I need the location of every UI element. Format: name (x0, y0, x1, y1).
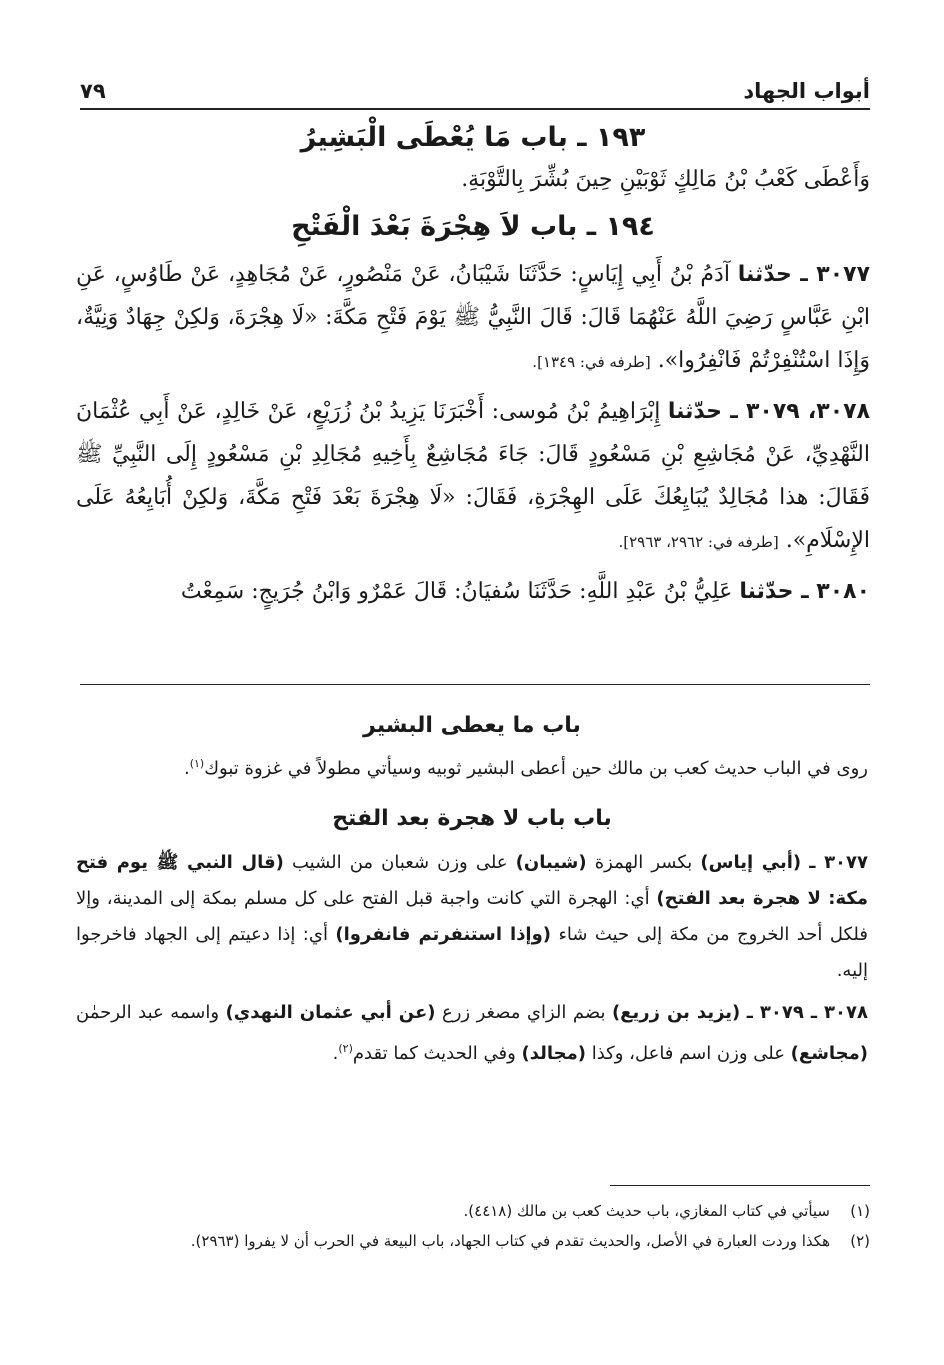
chapter-heading-194: ١٩٤ ـ باب لاَ هِجْرَةَ بَعْدَ الْفَتْحِ (291, 211, 655, 242)
footnote-mark-1[interactable]: (١) (189, 757, 205, 770)
commentary-3078-term-4: (مجالد) (521, 1043, 586, 1064)
commentary-para-1 (76, 746, 868, 787)
hadith-3078-number: ٣٠٧٨، ٣٠٧٩ ـ حدّثنا (667, 399, 870, 424)
commentary-3078-text-1: بضم الزاي مصغر زرع (435, 1002, 612, 1023)
commentary-3077-term-4: (وإذا استنفرتم فانفروا) (335, 924, 552, 945)
footnote-2-text: هكذا وردت العبارة في الأصل، والحديث تقدم في كتاب الجهاد، باب البيعة في الحرب أن لا يفروا (٢٩٦٣). (190, 1232, 830, 1250)
section-divider (80, 684, 870, 685)
footnote-mark-2[interactable]: (٢) (338, 1042, 353, 1055)
commentary-heading-2: باب باب لا هجرة بعد الفتح (332, 806, 612, 831)
footnote-1-text: سيأتي في كتاب المغازي، باب حديث كعب بن مالك (٤٤١٨). (463, 1202, 830, 1220)
commentary-3078-term-3: (مجاشع) (790, 1043, 868, 1064)
hadith-3077-reference: [طرفه في: ١٣٤٩]. (532, 353, 651, 371)
commentary-3078-text-3: على وزن اسم فاعل، وكذا (585, 1043, 791, 1064)
chapter-text-193-body: وَأَعْطَى كَعْبُ بْنُ مَالِكٍ ثَوْبَيْنِ حِينَ بُشِّرَ بِالتَّوْبَةِ. (461, 167, 870, 192)
commentary-heading-1: باب ما يعطى البشير (363, 713, 581, 738)
commentary-3077-term-2: (شيبان) (515, 852, 587, 873)
chapter-heading-193: ١٩٣ ـ باب مَا يُعْطَى الْبَشِيرُ (300, 122, 646, 153)
hadith-3078 (76, 390, 870, 564)
commentary-3078-end: . (332, 1043, 339, 1064)
commentary-3078 (76, 995, 868, 1072)
footnote-1-number: (١) (850, 1202, 870, 1220)
footnotes (80, 1196, 870, 1256)
commentary-3077-text-2: على وزن شعبان من الشيب (283, 852, 516, 873)
footnote-2 (80, 1226, 870, 1256)
hadith-3078-reference: [طرفه في: ٢٩٦٢، ٢٩٦٣]. (618, 533, 779, 551)
running-header (80, 74, 870, 110)
commentary-3078-text-4: وفي الحديث كما تقدم (352, 1043, 522, 1064)
commentary-3077-text-1: بكسر الهمزة (586, 852, 701, 873)
footnote-2-number: (٢) (850, 1232, 870, 1250)
commentary (76, 706, 868, 1072)
commentary-para-1-end: . (183, 758, 190, 779)
commentary-3077-number: ٣٠٧٧ ـ (809, 852, 869, 873)
hadith-3080-text: عَلِيُّ بْنُ عَبْدِ اللَّهِ: حَدَّثَنَا سُفيَانُ: قَالَ عَمْرٌو وَابْنُ جُرَيجٍ: سَمِعْتُ (180, 579, 733, 604)
commentary-3078-term-2: (عن أبي عثمان النهدي) (225, 1002, 436, 1023)
hadith-3077 (76, 253, 870, 384)
chapter-text-193 (76, 158, 870, 201)
footnote-1 (80, 1196, 870, 1226)
hadith-text (76, 118, 870, 613)
footnote-rule (610, 1185, 870, 1186)
hadith-3078-text: إِبْرَاهِيمُ بْنُ مُوسى: أَخْبَرَنَا يَزِيدُ بْنُ زُرَيْعٍ، عَنْ خَالِدٍ، عَنْ أَبِي عُثْمَانَ النَّهْدِيِّ، عَنْ مُجَاشِعِ بْنِ مَسْعُودٍ قَالَ: جَاءَ مُجَاشِعٌ بِأَخِيهِ مُجَالِدِ بْنِ مَسْعُودٍ إِلَى النَّبِيِّ ﷺ فَقَالَ: هذا مُجَالِدٌ يُبَايِعُكَ عَلَى الهِجْرَةِ، فَقَالَ: «لَا هِجْرَةَ بَعْدَ فَتْحِ مَكَّةَ، وَلكِنْ أُبَايِعُهُ عَلَى الإِسْلَامِ». (76, 399, 870, 553)
commentary-3077-term-1: (أبي إياس) (700, 852, 802, 873)
commentary-3077-text-4: أي: إذا دعيتم إلى الجهاد فاخرجوا إليه. (76, 924, 868, 981)
hadith-3077-number: ٣٠٧٧ ـ حدّثنا (737, 262, 870, 287)
hadith-3077-text: آدَمُ بْنُ أَبِي إِيَاسٍ: حَدَّثَنَا شَيْبَانُ، عَنْ مَنْصُورٍ، عَنْ مُجَاهِدٍ، عَنْ طَاوُسٍ، عَنِ ابْنِ عَبَّاسٍ رَضِيَ اللَّهُ عَنْهُمَا قَالَ: قَالَ النَّبِيُّ ﷺ يَوْمَ فَتْحِ مَكَّةَ: «لَا هِجْرَةَ، وَلكِنْ جِهَادٌ وَنِيَّةٌ، وَإِذَا اسْتُنْفِرْتُمْ فَانْفِرُوا». (76, 262, 870, 373)
hadith-3080 (76, 570, 870, 613)
page-number: ٧٩ (80, 79, 106, 103)
chapter-title: أبواب الجهاد (743, 79, 870, 103)
commentary-3078-number: ٣٠٧٨ ـ ٣٠٧٩ ـ (746, 1002, 868, 1023)
hadith-3080-number: ٣٠٨٠ ـ حدّثنا (739, 579, 870, 604)
commentary-3077 (76, 845, 868, 989)
commentary-para-1-text: روى في الباب حديث كعب بن مالك حين أعطى البشير ثوبيه وسيأتي مطولاً في غزوة تبوك (204, 758, 868, 779)
commentary-3077-text-3: أي: الهجرة التي كانت واجبة قبل الفتح على كل مسلم بمكة إلى المدينة، وإلا فلكل أحد الخروج من مكة إلى حيث شاء (76, 888, 868, 945)
commentary-3077-term-3: (قال النبي ﷺ يوم فتح مكة: لا هجرة بعد الفتح) (76, 852, 868, 909)
commentary-3078-term-1: (يزيد بن زريع) (611, 1002, 741, 1023)
commentary-3078-text-2: واسمه عبد الرحمٰن (76, 1002, 226, 1023)
